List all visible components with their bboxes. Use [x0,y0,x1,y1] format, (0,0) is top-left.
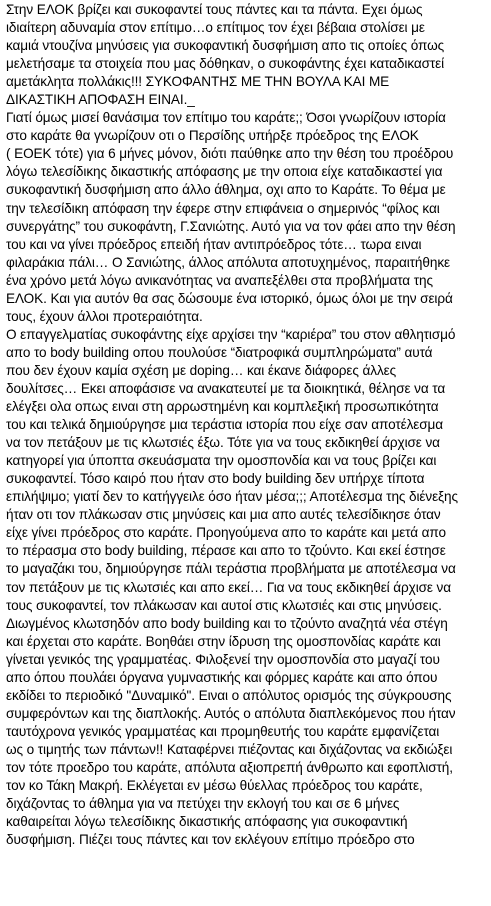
text-line: φιλαράκια πάλι… Ο Σανιώτης, άλλος απόλυτα αποτυχημένος, παραιτήθηκε [6,254,450,270]
text-line: απο το body building οπου πουλούσε “διατροφικά συμπληρώματα” αυτά [6,344,433,360]
text-line: να τον πετάξουν με τις κλωτσιές έξω. Τότε για να τους εκδικηθεί άρχισε να [6,435,440,451]
text-line: ταυτόχρονα γενικός γραμματέας και προμηθευτής του καράτε εμφανίζεται [6,723,440,739]
text-line: το πέρασμα στο body building, πέρασε και απο το τζούντο. Και εκεί έστησε [6,543,446,559]
text-line: τον πετάξουν με τις κλωτσιές και απο εκεί… Για να τους εκδικηθεί άρχισε να [6,579,451,595]
text-line: ΔΙΚΑΣΤΙΚΗ ΑΠΟΦΑΣΗ ΕΙΝΑΙ._ [6,92,195,108]
text-line: ιδιαίτερη αδυναμία στον επίτιμο…ο επίτιμος τον έχει βέβαια στολίσει με [6,20,425,36]
text-line: καμιά ντουζίνα μηνύσεις για συκοφαντική δυσφήμιση απο τις οποίες όπως [6,38,445,54]
text-line: ήταν οτι τον πλάκωσαν στις μηνύσεις και μια απο αυτές τελεσίδικησε όταν [6,507,441,523]
text-line: λόγω τελεσίδικης δικαστικής απόφασης με την οποια είχε καταδικαστεί για [6,164,443,180]
text-line: δουλίτσες… Εκει αποφάσισε να ανακατευτεί με τα διοικητικά, θέλησε να τα [6,380,446,396]
text-line: τους συκοφαντεί, τον πλάκωσαν και αυτοί στις κλωτσιές και στις μηνύσεις. [6,597,442,613]
text-line: την τελεσίδικη απόφαση την έφερε στην επιφάνεια ο σημερινός “φίλος και [6,200,440,216]
text-line: είχε γίνει πρόεδρος στο καράτε. Προηγούμενα απο το καράτε και μετά απο [6,525,446,541]
text-line: του και τελικά δημιούργησε μια τεράστια ιστορία που είχε σαν αποτέλεσμα [6,417,444,433]
text-line: στο καράτε θα γνωρίζουν οτι ο Περσίδης υπήρξε πρόεδρος της ΕΛΟΚ [6,128,419,144]
text-line: ως ο τιμητής των πάντων!! Καταφέρνει πιέζοντας και διχάζοντας να εκδιώξει [6,741,453,757]
text-line: ένα χρόνο μετά λόγω ανικανότητας να αναπεξέλθει στα προβλήματα της [6,272,433,288]
text-line: συκοφαντεί. Τόσο καιρό που ήταν στο body building δεν υπήρχε τίποτα [6,471,425,487]
text-line: καθαιρείται λόγω τελεσίδικης δικαστικής απόφασης για συκοφαντική [6,814,408,830]
text-line: τους, έχουν άλλοι προτεραιότητα. [6,308,203,324]
text-line: μελετήσαμε τα στοιχεία που μας δόθηκαν, ο συκοφάντης έχει καταδικαστεί [6,56,445,72]
text-line: του και να γίνει πρόεδρος επειδή ήταν αντιπρόεδρος τότε… τωρα ειναι [6,236,422,252]
text-line: συνεργάτης” του συκοφάντη, Γ.Σανιώτης. Αυτό για να τον φάει απο την θέση [6,218,456,234]
text-line: αμετάκλητα πολλάκις!!! ΣΥΚΟΦΑΝΤΗΣ ΜΕ ΤΗΝ ΒΟΥΛΑ ΚΑΙ ΜΕ [6,74,390,90]
text-line: Στην ΕΛΟΚ βρίζει και συκοφαντεί τους πάντες και τα πάντα. Εχει όμως [6,2,423,17]
text-line: κατηγορεί για ύποπτα σκευάσματα την ομοσπονδία και να τους βρίζει και [6,453,437,469]
text-line: τον τότε πρoεδρο του καράτε, απόλυτα αξιοπρεπή άνθρωπο και εφοπλιστή, [6,759,453,775]
text-line: τον κο Τάκη Μακρή. Εκλέγεται εν μέσω θύελλας πρόεδρος του καράτε, [6,778,423,794]
text-line: το μαγαζάκι του, δημιούργησε πάλι τεράστια προβλήματα με αποτέλεσμα να [6,561,456,577]
text-line: γίνεται γενικός της γραμματέας. Φιλοξενεί την ομοσπονδία στο μαγαζί του [6,651,440,667]
text-line: ελέγξει ολα οπως ειναι στη αρρωστημένη και κομπλεξική προσωπικότητα [6,399,439,415]
article-paragraph [6,109,487,326]
text-line: απο όπου πουλάει όργανα γυμναστικής και φόρμες καράτε και απο όπου [6,669,438,685]
text-line: συκοφαντική δυσφήμιση απο άλλο άθλημα, οχι απο το Καράτε. Το θέμα με [6,182,446,198]
text-line: επιλήψιμο; γιατί δεν το κατήγγειλε όσο ήταν μέσα;;; Αποτέλεσμα της διένεξης [6,489,458,505]
text-line: συμφερόντων και της διαπλοκής. Αυτός ο απόλυτα διαπλεκόμενος που ήταν [6,705,456,721]
text-line: δυσφήμιση. Πιέζει τους πάντες και τον εκλέγουν επίτιμο πρόεδρο στο [6,832,415,848]
text-line: ΕΛΟΚ. Και για αυτόν θα σας δώσουμε ένα ιστορικό, όμως όλοι με την σειρά [6,290,453,306]
text-line: και έρχεται στο καράτε. Βοηθάει στην ίδρυση της ομοσπονδίας καράτε και [6,633,441,649]
text-line: Γιατί όμως μισεί θανάσιμα τον επίτιμο του καράτε;; Όσοι γνωρίζουν ιστορία [6,110,446,126]
text-line: ( ΕΟΕΚ τότε) για 6 μήνες μόνον, διότι παύθηκε απο την θέση του προέδρου [6,146,454,162]
article-paragraph [6,1,487,109]
text-line: Διωγμένος κλωτσηδόν απο body building και το τζούντο αναζητά νέα στέγη [6,615,448,631]
text-line: διχάζοντας το άθλημα για να πετύχει την εκλογή του και σε 6 μήνες [6,796,400,812]
article-paragraph [6,326,487,849]
text-line: Ο επαγγελματίας συκοφάντης είχε αρχίσει την “καριέρα” του στον αθλητισμό [6,326,456,342]
text-line: εκδίδει το περιοδικό "Δυναμικό". Ειναι ο απόλυτος ορισμός της σύγκρουσης [6,687,452,703]
text-line: που δεν έχουν καμία σχέση με doping… και έκανε διάφορες άλλες [6,362,397,378]
